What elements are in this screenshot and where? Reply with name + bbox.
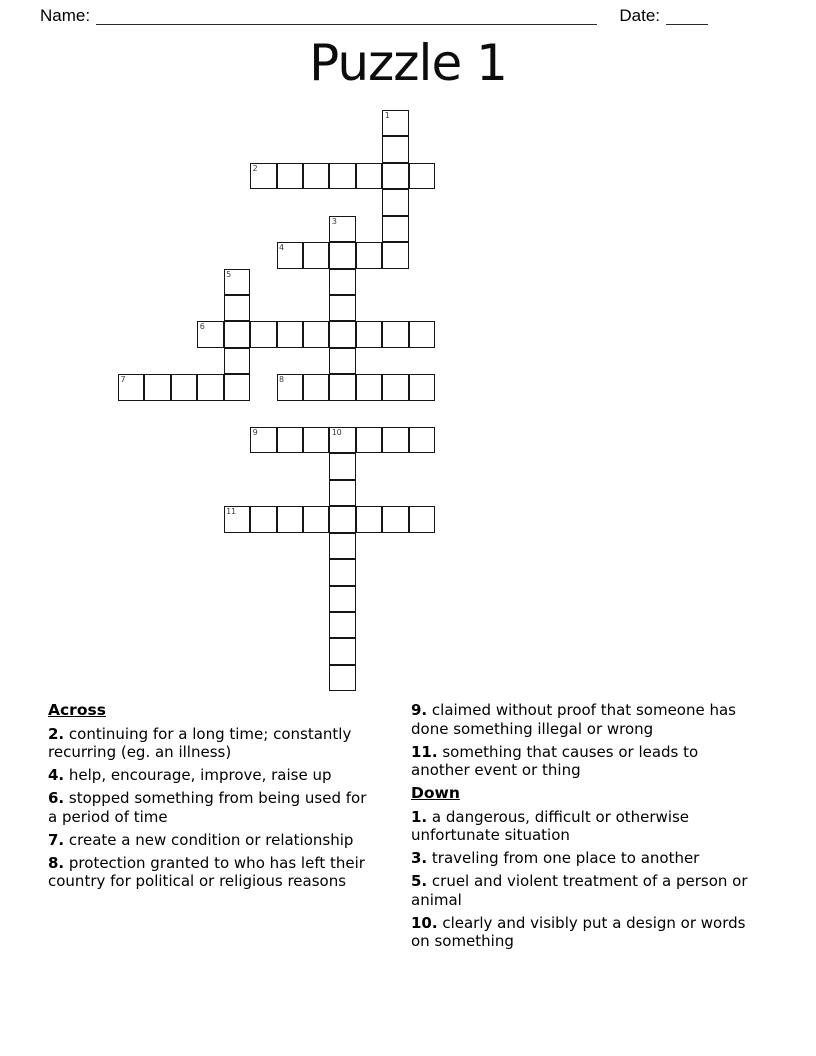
cell-number-1: 1 (384, 111, 390, 120)
grid-cell-r12c5 (250, 427, 276, 453)
across-clue-7: 7. create a new condition or relationship (48, 830, 354, 849)
grid-cell-r10c10 (382, 374, 408, 400)
cell-number-7: 7 (120, 375, 126, 385)
grid-cell-r17c8 (329, 559, 355, 585)
name-label: Name: (40, 6, 91, 25)
grid-cell-r15c4 (224, 506, 250, 532)
clues-right-column (411, 701, 753, 955)
grid-cell-r15c5 (250, 506, 276, 532)
grid-cell-r2c9 (356, 163, 382, 189)
grid-cell-r5c10 (382, 242, 408, 268)
grid-cell-r14c8 (329, 480, 355, 506)
cell-number-2: 2 (252, 163, 258, 173)
cell-number-6: 6 (199, 322, 205, 332)
grid-cell-r8c8 (329, 321, 355, 347)
clue-number-label: 10. (411, 913, 438, 932)
header (40, 6, 708, 26)
grid-cell-r5c8 (329, 242, 355, 268)
clue-number-label: 2. (48, 724, 65, 743)
across-clue-11: 11. something that causes or leads to another event or thing (411, 742, 699, 779)
grid-cell-r10c2 (171, 374, 197, 400)
grid-cell-r2c10 (382, 163, 408, 189)
grid-cell-r9c8 (329, 348, 355, 374)
cell-number-5: 5 (226, 269, 231, 279)
grid-cell-r12c11 (409, 427, 435, 453)
date-label: Date: (619, 6, 660, 25)
grid-cell-r8c10 (382, 321, 408, 347)
grid-cell-r10c4 (224, 374, 250, 400)
cell-number-10: 10 (331, 428, 342, 438)
clue-number-label: 5. (411, 872, 428, 890)
grid-cell-r12c9 (356, 427, 382, 453)
across-clue-2: 2. continuing for a long time; constantly recurring (eg. an illness) (48, 724, 352, 761)
grid-cell-r10c11 (409, 374, 435, 400)
grid-cell-r15c6 (277, 506, 303, 532)
cell-number-3: 3 (331, 216, 337, 226)
down-clue-10: 10. clearly and visibly put a design or words on something (411, 913, 746, 950)
grid-cell-r10c9 (356, 374, 382, 400)
grid-cell-r6c8 (329, 269, 355, 295)
grid-cell-r8c3 (197, 321, 223, 347)
date-blank-line (666, 24, 708, 25)
down-clue-3: 3. traveling from one place to another (411, 849, 700, 867)
clue-number-label: 3. (411, 849, 428, 867)
cell-number-8: 8 (279, 375, 284, 385)
grid-cell-r15c11 (409, 506, 435, 532)
clue-number-label: 4. (48, 766, 65, 784)
grid-cell-r21c8 (329, 665, 355, 691)
clue-number-label: 7. (48, 830, 65, 849)
grid-cell-r4c8 (329, 216, 355, 242)
grid-cell-r15c7 (303, 506, 329, 532)
grid-cell-r10c3 (197, 374, 223, 400)
grid-cell-r12c10 (382, 427, 408, 453)
grid-cell-r7c4 (224, 295, 250, 321)
across-clue-8: 8. protection granted to who has left their country for political or religious reasons (48, 853, 365, 890)
grid-cell-r2c8 (329, 163, 355, 189)
across-clue-4: 4. help, encourage, improve, raise up (48, 766, 332, 784)
down-clue-1: 1. a dangerous, difficult or otherwise unfortunate situation (411, 807, 690, 844)
grid-cell-r10c8 (329, 374, 355, 400)
grid-cell-r8c11 (409, 321, 435, 347)
clue-number-label: 9. (411, 701, 428, 719)
down-heading: Down (411, 784, 460, 802)
grid-cell-r13c8 (329, 453, 355, 479)
grid-cell-r5c9 (356, 242, 382, 268)
grid-cell-r8c7 (303, 321, 329, 347)
grid-cell-r5c7 (303, 242, 329, 268)
grid-cell-r16c8 (329, 533, 355, 559)
grid-cell-r20c8 (329, 638, 355, 664)
grid-cell-r2c7 (303, 163, 329, 189)
clue-number-label: 11. (411, 742, 438, 761)
grid-cell-r10c6 (277, 374, 303, 400)
across-clue-9: 9. claimed without proof that someone has done something illegal or wrong (411, 701, 736, 738)
grid-cell-r2c11 (409, 163, 435, 189)
grid-cell-r10c7 (303, 374, 329, 400)
grid-cell-r10c0 (118, 374, 144, 400)
grid-cell-r0c10 (382, 110, 408, 136)
grid-cell-r5c6 (277, 242, 303, 268)
grid-cell-r1c10 (382, 136, 408, 162)
grid-cell-r15c9 (356, 506, 382, 532)
grid-cell-r4c10 (382, 216, 408, 242)
grid-cell-r8c6 (277, 321, 303, 347)
grid-cell-r2c6 (277, 163, 303, 189)
cell-number-9: 9 (252, 428, 258, 438)
grid-cell-r18c8 (329, 586, 355, 612)
grid-cell-r10c1 (144, 374, 170, 400)
cell-number-4: 4 (279, 243, 284, 253)
grid-cell-r7c8 (329, 295, 355, 321)
across-clues-left (48, 725, 375, 891)
down-clue-5: 5. cruel and violent treatment of a person or animal (411, 872, 748, 909)
cell-number-11: 11 (226, 507, 236, 517)
down-clues (411, 808, 753, 951)
grid-cell-r12c6 (277, 427, 303, 453)
grid-cell-r9c4 (224, 348, 250, 374)
clues-left-column (48, 701, 375, 895)
grid-cell-r2c5 (250, 163, 276, 189)
grid-cell-r3c10 (382, 189, 408, 215)
name-blank-line (96, 24, 597, 25)
grid-cell-r8c5 (250, 321, 276, 347)
across-heading: Across (48, 701, 106, 719)
grid-cell-r15c10 (382, 506, 408, 532)
grid-cell-r15c8 (329, 506, 355, 532)
grid-cell-r12c8 (329, 427, 355, 453)
grid-cell-r12c7 (303, 427, 329, 453)
clue-number-label: 1. (411, 807, 428, 826)
across-clue-6: 6. stopped something from being used for a period of time (48, 789, 367, 826)
across-clues-right (411, 701, 753, 780)
grid-cell-r8c4 (224, 321, 250, 347)
grid-cell-r19c8 (329, 612, 355, 638)
grid-cell-r6c4 (224, 269, 250, 295)
page-title: Puzzle 1 (309, 34, 507, 92)
clue-number-label: 6. (48, 789, 65, 807)
grid-cell-r8c9 (356, 321, 382, 347)
clue-number-label: 8. (48, 853, 65, 872)
